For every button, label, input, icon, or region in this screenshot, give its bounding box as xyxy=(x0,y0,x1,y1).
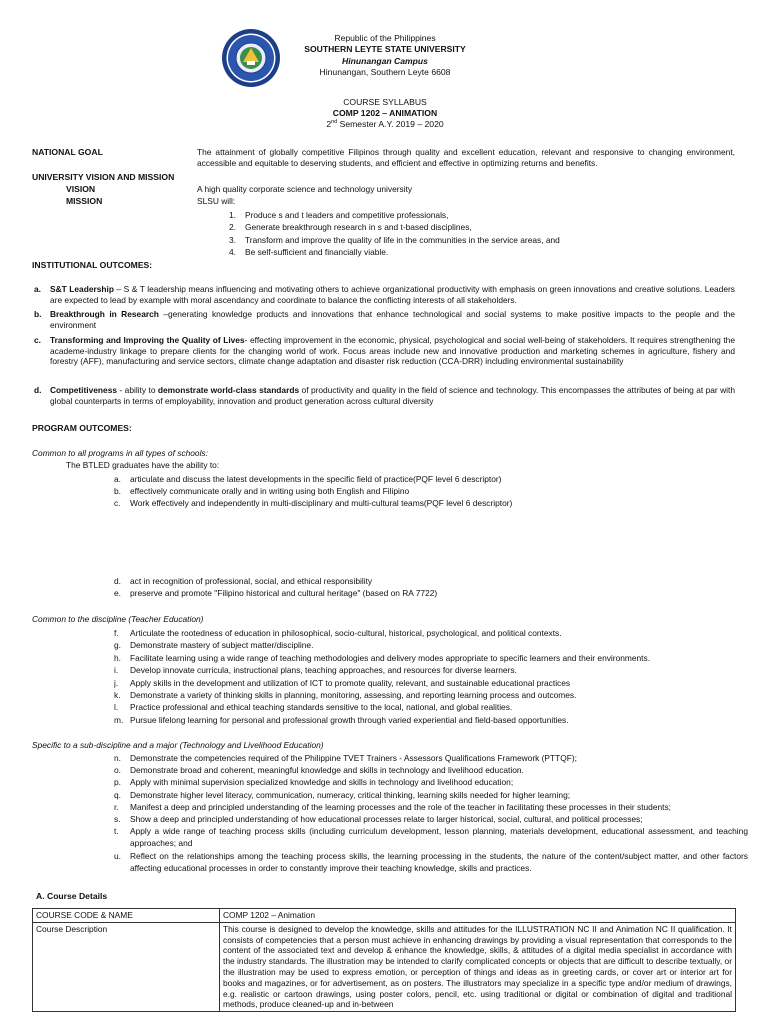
mission-label: MISSION xyxy=(66,196,103,206)
national-goal-label: NATIONAL GOAL xyxy=(32,147,103,157)
course-details-label: A. Course Details xyxy=(36,891,108,901)
syllabus-label: COURSE SYLLABUS xyxy=(343,97,427,107)
mission-item: 4. Be self-sufficient and financially viable. xyxy=(229,247,389,258)
btled-intro: The BTLED graduates have the ability to: xyxy=(66,460,220,470)
program-outcomes-group-1 xyxy=(114,473,744,510)
table-cell-value: This course is designed to develop the knowledge, skills and attitudes for the ILLUSTRATION NC II and Animation NC II qualification. It consists of competencies that a person must achieve in enhancing drawings by providing a visual representation that corresponds to the content of the associated text and develop & enhance the knowledge, skills, & attitudes of a digital media specialist in accordance with the industry standards. The illustration may be intended to clarify complicated concepts or objects that are difficult to describe textually, or the illustration may be used to express emotion, or perception of things and ideas as in greeting cards, or cover art or interior art for books and magazines, or for advertisement, as on posters. The illustrators may specialize in a specific type and/or medium of drawings, e.g. realistic or cartoon drawings, using poster colors, pencil, etc. using traditional or digital or combination of digital and traditional methods, produce cleaned-up and in-between xyxy=(220,922,736,1011)
list-item: i. Develop innovate curricula, instructional plans, teaching approaches, and resources for diverse learners. xyxy=(114,665,517,676)
list-item: n. Demonstrate the competencies required of the Philippine TVET Trainers - Assessors Qualifications Framework (PTTQF); xyxy=(114,753,577,763)
list-item: j. Apply skills in the development and utilization of ICT to promote quality, relevant, and sustainable educational practices xyxy=(114,677,571,688)
common-all-heading: Common to all programs in all types of schools: xyxy=(32,448,208,458)
table-row xyxy=(33,922,736,1011)
list-item: l. Practice professional and ethical teaching standards sensitive to the local, national, and global realities. xyxy=(114,702,513,713)
campus-name: Hinunangan Campus xyxy=(342,55,428,66)
course-title: COMP 1202 – ANIMATION xyxy=(332,108,438,119)
institutional-outcomes-label: INSTITUTIONAL OUTCOMES: xyxy=(32,260,153,270)
list-item: m. Pursue lifelong learning for personal and professional growth through varied experiential and field-based opportunities. xyxy=(114,714,569,725)
table-row xyxy=(33,909,736,923)
list-item: d. act in recognition of professional, social, and ethical responsibility xyxy=(114,576,373,586)
table-cell-key: COURSE CODE & NAME xyxy=(33,909,220,923)
document-header xyxy=(250,33,520,79)
republic-line: Republic of the Philippines xyxy=(334,33,436,43)
syllabus-title-block xyxy=(250,97,520,131)
program-outcomes-group-4 xyxy=(114,752,748,874)
institutional-outcome-c: c. Transforming and Improving the Quality of Lives- effecting improvement in the economic, physical, psychological and social well-being of stakeholders. It requires strengthening the academe-industry linkage to prepare clients for the changing world of work. Focus areas include new and innovative production and marketing schemes in agriculture, fishery and forestry (AFF), manufacturing and service sectors, climate change adaptation and disaster risk reduction (CCA-DRR) including environmental sustainability xyxy=(34,335,735,367)
vision-mission-label: UNIVERSITY VISION AND MISSION xyxy=(32,172,175,182)
list-item: a. articulate and discuss the latest developments in the specific field of practice(PQF level 6 descriptor) xyxy=(114,474,502,484)
list-item: s. Show a deep and principled understanding of how educational processes relate to larger historical, social, cultural, and political processes; xyxy=(114,814,643,825)
institutional-outcome-d: d. Competitiveness - ability to demonstrate world-class standards of productivity and quality in the field of science and technology. This encompasses the attributes of being at par with global counterparts in terms of employability, innovation and product generation across cultural diversity xyxy=(34,385,736,406)
table-cell-value: COMP 1202 – Animation xyxy=(220,909,736,923)
list-item: q. Demonstrate higher level literacy, communication, numeracy, critical thinking, learning skills needed for higher learning; xyxy=(114,789,571,800)
common-discipline-heading: Common to the discipline (Teacher Education) xyxy=(32,614,204,624)
mission-item: 2. Generate breakthrough research in s and t-based disciplines, xyxy=(229,222,472,233)
list-item: o. Demonstrate broad and coherent, meaningful knowledge and skills in technology and livelihood education. xyxy=(114,765,524,776)
campus-address: Hinunangan, Southern Leyte 6608 xyxy=(319,67,451,78)
list-item: u. Reflect on the relationships among the teaching process skills, the learning processing in the students, the nature of the content/subject matter, and other factors affecting educational processes in order to constantly improve their teaching knowledge, skills and practices. xyxy=(114,850,748,873)
list-item: h. Facilitate learning using a wide range of teaching methodologies and delivery modes appropriate to specific learners and their environments. xyxy=(114,652,651,663)
list-item: p. Apply with minimal supervision specialized knowledge and skills in technology and livelihood education; xyxy=(114,777,514,788)
mission-item: 3. Transform and improve the quality of life in the communities in the service areas, and xyxy=(229,234,560,245)
list-item: t. Apply a wide range of teaching process skills (including curriculum development, lesson planning, materials development, educational assessment, and teaching approaches; and xyxy=(114,826,748,849)
list-item: c. Work effectively and independently in multi-disciplinary and multi-cultural teams(PQF level 6 descriptor) xyxy=(114,498,513,509)
list-item: r. Manifest a deep and principled understanding of the learning processes and the role of the teacher in facilitating these processes in their students; xyxy=(114,801,671,812)
course-details-table xyxy=(32,908,736,1012)
mission-item: 1. Produce s and t leaders and competitive professionals, xyxy=(229,210,449,220)
program-outcomes-group-2 xyxy=(114,575,744,599)
national-goal-text: The attainment of globally competitive Filipinos through quality and excellent education, relevant and responsive to changing environment, accessible and equitable to deserving students, and efficient and effective in optimizing returns and benefits. xyxy=(197,147,735,168)
semester-line: 2nd Semester A.Y. 2019 – 2020 xyxy=(326,119,444,130)
vision-text: A high quality corporate science and technology university xyxy=(197,184,413,194)
university-name: SOUTHERN LEYTE STATE UNIVERSITY xyxy=(304,44,466,55)
institutional-outcome-b: b. Breakthrough in Research –generating knowledge products and innovations that enhance technological and social systems to make positive impacts to the people and the environment xyxy=(34,309,736,330)
list-item: k. Demonstrate a variety of thinking skills in planning, monitoring, assessing, and reporting learning process and outcomes. xyxy=(114,690,577,701)
program-outcomes-label: PROGRAM OUTCOMES: xyxy=(32,423,132,433)
vision-label: VISION xyxy=(66,184,96,194)
list-item: b. effectively communicate orally and in writing using both English and Filipino xyxy=(114,486,410,497)
institutional-outcome-a: a. S&T Leadership – S & T leadership means influencing and motivating others to achieve organizational productivity with emphasis on green innovations and creative solutions. Leaders are expected to lead by example with moral ascendancy and coordinate to balance the conflicting interests of all stakeholders. xyxy=(34,284,735,305)
table-cell-key: Course Description xyxy=(33,922,220,1011)
mission-intro: SLSU will: xyxy=(197,196,236,206)
specific-heading: Specific to a sub-discipline and a major (Technology and Livelihood Education) xyxy=(32,740,324,750)
program-outcomes-group-3 xyxy=(114,627,744,726)
list-item: e. preserve and promote "Filipino historical and cultural heritage" (based on RA 7722) xyxy=(114,588,438,599)
mission-list xyxy=(229,209,729,259)
list-item: f. Articulate the rootedness of education in philosophical, socio-cultural, historical, psychological, and political contexts. xyxy=(114,628,562,638)
list-item: g. Demonstrate mastery of subject matter/discipline. xyxy=(114,640,314,651)
